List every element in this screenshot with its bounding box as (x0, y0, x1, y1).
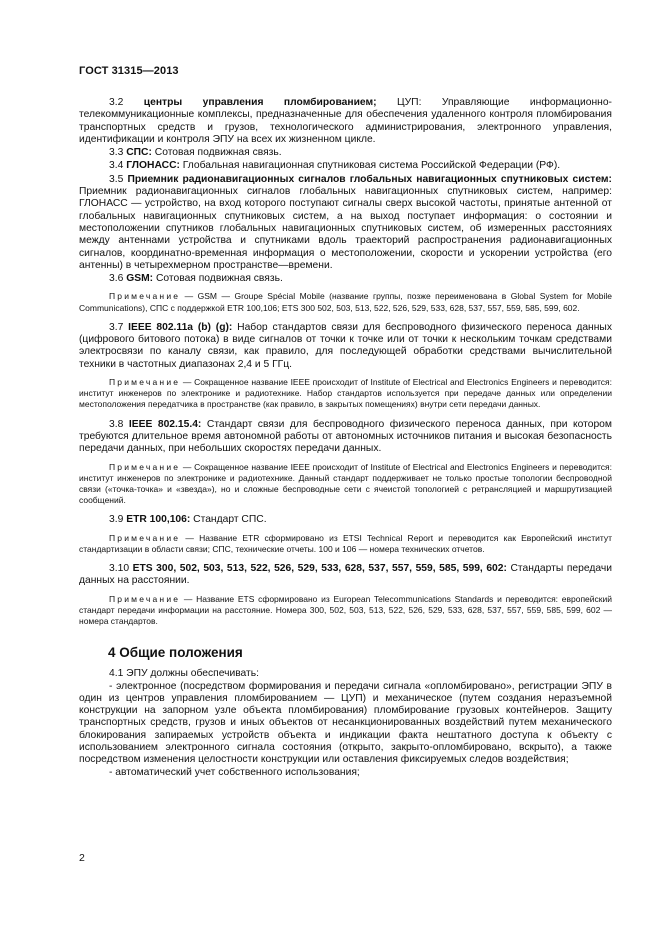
definition-3-7 (79, 322, 612, 371)
definition-number: 3.4 (109, 160, 124, 172)
note-gsm (79, 291, 612, 313)
document-header: ГОСТ 31315—2013 (79, 65, 179, 77)
definition-number: 3.10 (109, 563, 130, 575)
definition-term: IEEE 802.15.4: (128, 418, 202, 430)
note-label: Примечание (109, 461, 181, 472)
note-etr (79, 533, 612, 555)
definition-number: 3.9 (109, 514, 124, 526)
definition-3-6 (79, 273, 612, 285)
definition-number: 3.8 (109, 418, 124, 430)
definition-term: ETS 300, 502, 503, 513, 522, 526, 529, 533, 628, 537, 557, 559, 585, 599, 602: (132, 563, 507, 575)
note-label: Примечание (109, 593, 181, 604)
definition-term: центры управления пломбированием; (143, 97, 377, 108)
definition-text: Глобальная навигационная спутниковая система Российской Федерации (РФ). (179, 160, 561, 172)
note-ets (79, 594, 612, 628)
definition-number: 3.3 (109, 147, 124, 159)
definition-3-8 (79, 419, 612, 456)
definition-term: Приемник радионавигационных сигналов глобальных навигационных спутниковых систем: (127, 173, 612, 185)
section-4-intro: 4.1 ЭПУ должны обеспечивать: (109, 668, 259, 680)
definition-text: Сотовая подвижная связь. (151, 147, 282, 159)
note-label: Примечание (109, 532, 181, 543)
definition-3-9 (79, 514, 612, 526)
note-text: — Сокращенное название IEEE происходит of Institute of Electrical and Electronics Engineers и переводится: институт инженеров по электронике и радиотехнике. Данный стандарт поддерживает не только простые топологии беспроводной связи («точка-точка» и «звезда»), но и сложные беспроводные сети с ячеистой топологией с ретрансляцией и маршрутизацией сообщений. (79, 461, 612, 506)
note-label: Примечание (109, 291, 181, 302)
definition-text: Приемник радионавигационных сигналов глобальных навигационных спутниковых систем, например: ГЛОНАСС — устройство, на вход которого поступают сигналы сверх высокой частоты, принятые антенной от глобальных навигационных спутниковых систем, а на выход поступает информация: о состоянии и местоположении спутников глобальных навигационных спутниковых систем, об измеренных расстояниях между антеннами устройства и спутниками вдоль траекторий распространения радионавигационных сигналов, координатно-временная информация о местоположении, скорости и ускорении устройства (его антенны) в четырехмерном пространстве—времени. (79, 186, 612, 271)
definition-text: Набор стандартов связи для беспроводного физического переноса данных (цифрового битового потока) в виде сигналов от точки к точке или от точки к нескольким точкам средствами электросвязи по каналу связи, как правило, для последующей обработки средствами вычислительной техники в частотных диапазонах 2,4 и 5 ГГц. (79, 321, 612, 370)
definition-text: Стандарт связи для беспроводного физического переноса данных, при котором требуются длительное время автономной работы от автономных источников питания и высокая безопасность передачи данных, при небольших скоростях передачи данных. (79, 418, 612, 455)
section-heading: 4 Общие положения (108, 645, 243, 661)
definition-term: GSM: (126, 273, 154, 285)
note-text: — Сокращенное название IEEE происходит of Institute of Electrical and Electronics Engineers и переводится: институт инженеров по электронике и радиотехнике. Набор стандартов используется при передаче данных или определении местоположения передатчика в пространстве (как правило, в закрытых помещениях) внутри сети передачи данных. (79, 377, 612, 410)
definition-term: ГЛОНАСС: (126, 160, 180, 172)
note-text: — Название ETS сформировано из European Telecommunications Standards и переводится: европейский стандарт передачи информации на расстояние. Номера 300, 502, 503, 513, 522, 526, 529, 533, 628, 537, 557, 559, 585, 599, 602 — номера стандартов. (79, 593, 612, 627)
note-ieee-802-11 (79, 377, 612, 411)
definition-number: 3.2 (109, 97, 124, 108)
definition-text: Стандарт СПС. (190, 514, 267, 526)
definition-3-10 (79, 563, 612, 588)
page-number: 2 (79, 852, 85, 864)
definition-3-3 (79, 147, 612, 159)
definition-text: Стандарты передачи данных на расстоянии. (79, 563, 612, 587)
definition-3-4 (79, 160, 612, 172)
definition-3-2 (79, 97, 612, 146)
note-label: Примечание (109, 377, 181, 388)
definition-number: 3.6 (109, 273, 124, 285)
note-text: — Название ETR сформировано из ETSI Technical Report и переводится как Европейский институт стандартизации в области связи; СПС, технические отчеты. 100 и 106 — номера технических отчетов. (79, 532, 612, 554)
definition-term: ETR 100,106: (126, 514, 191, 526)
definition-3-5 (79, 174, 612, 272)
definition-term: СПС: (126, 147, 152, 159)
note-text: — GSM — Groupe Spécial Mobile (название группы, позже переименована в Global System for Mobile Communications), СПС с поддержкой ETR 100,106; ETS 300 502, 503, 513, 522, 526, 529, 533, 628, 537, 557, 559, 585, 599, 602. (79, 291, 612, 313)
document-body (79, 97, 612, 779)
definition-number: 3.5 (109, 173, 124, 185)
list-item: - электронное (посредством формирования и передачи сигнала «опломбировано», регистрации ЭПУ в один из центров управления пломбированием — ЦУП) и механическое (путем создания неразъемной конструкции на запорном узле объекта пломбирования) пломбирование грузовых контейнеров. Защиту транспортных средств, грузов и иных объектов от несанкционированных воздействий путем механического блокирования запираемых устройств объекта и индикации факта нештатного доступа к объекту с использованием электронного сигнала состояния (открыто, закрыто-опломбировано, вскрыто), а также посредством изменения целостности конструкции или оставления фиксируемых следов воздействия; (79, 680, 612, 766)
note-ieee-802-15 (79, 462, 612, 507)
definition-term: IEEE 802.11a (b) (g): (128, 321, 233, 333)
definition-text: ЦУП: Управляющие информационно-телекоммуникационные комплексы, предназначенные для обеспечения удаленного контроля пломбирования транспортных средств и грузов, технологического администрирования, электронного управления, идентификации и контроля ЭПУ на всех их жизненном цикле. (79, 97, 612, 145)
definition-number: 3.7 (109, 321, 124, 333)
definition-text: Сотовая подвижная связь. (153, 273, 283, 285)
list-item: - автоматический учет собственного использования; (109, 766, 360, 778)
section-4-body (79, 668, 612, 779)
